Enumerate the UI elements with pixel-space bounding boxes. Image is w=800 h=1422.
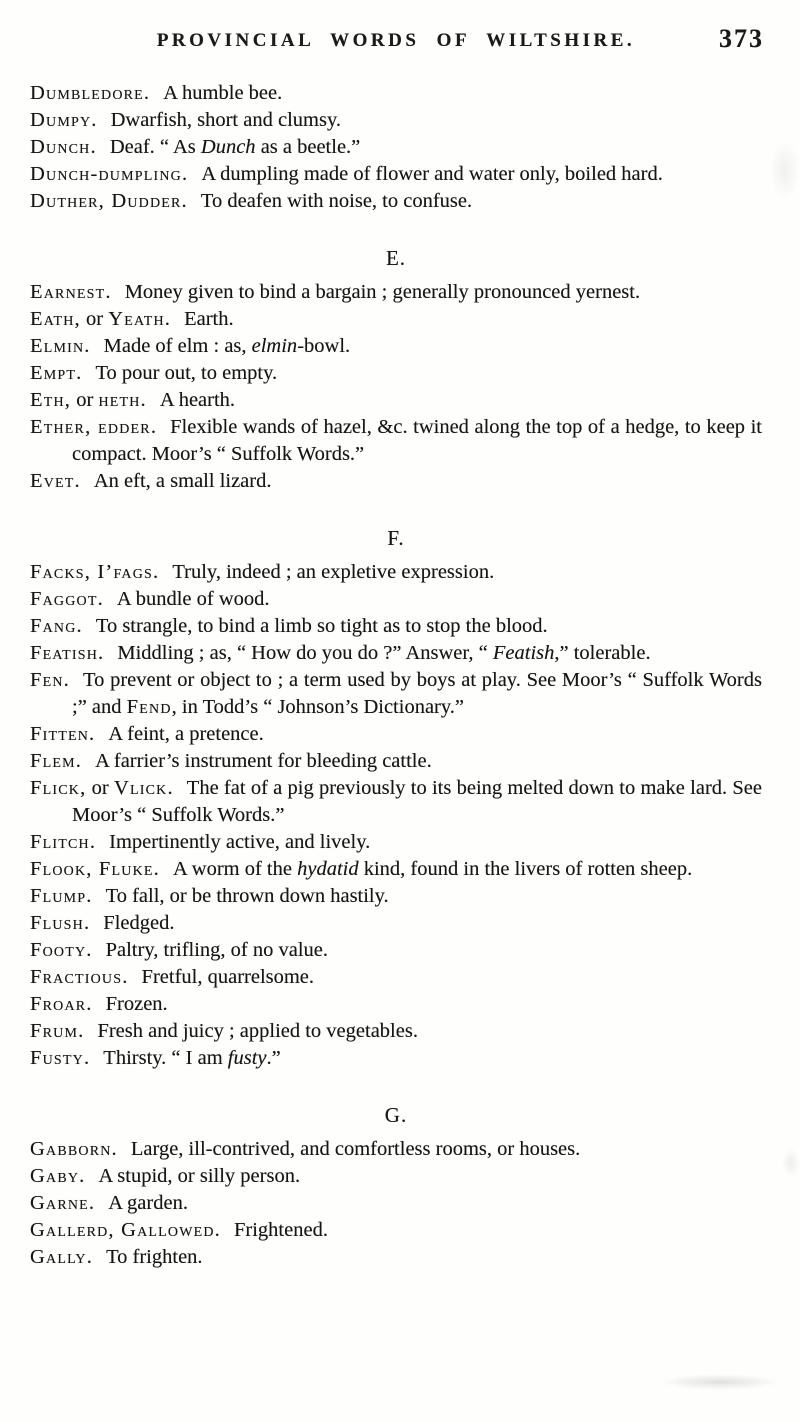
entry-term	[30, 939, 106, 961]
entry-definition	[104, 335, 351, 357]
dictionary-entry	[30, 1163, 762, 1190]
entry-term	[30, 82, 163, 104]
small-caps-text: Flem.	[30, 750, 83, 772]
entry-definition	[110, 136, 360, 158]
entry-term	[30, 190, 201, 212]
dictionary-entry	[30, 991, 762, 1018]
plain-text: or	[71, 389, 99, 411]
dictionary-entry	[30, 586, 762, 613]
dictionary-entry	[30, 559, 762, 586]
entry-term	[30, 858, 173, 880]
entry-definition	[95, 750, 432, 772]
entry-definition	[163, 82, 282, 104]
small-caps-text: Gabborn.	[30, 1138, 118, 1160]
plain-text: or	[86, 777, 114, 799]
entry-definition	[201, 190, 472, 212]
entry-term	[30, 561, 172, 583]
entry-definition	[106, 939, 328, 961]
plain-text: Large, ill-contrived, and comfortless rooms, or houses.	[130, 1138, 581, 1160]
dictionary-entry	[30, 1045, 762, 1072]
small-caps-text: Featish.	[30, 642, 105, 664]
italic-text: fusty	[227, 1047, 267, 1069]
plain-text: Made of elm : as,	[103, 335, 252, 357]
entry-definition	[99, 1165, 301, 1187]
entry-definition	[173, 858, 692, 880]
entry-definition	[97, 1020, 418, 1042]
entry-term	[30, 1192, 108, 1214]
plain-text: A hearth.	[159, 389, 236, 411]
plain-text: To prevent or object to ; a term used by boys at play. See Moor’s “ Suffolk Words ;” and	[72, 669, 762, 718]
small-caps-text: Ether, edder.	[30, 416, 158, 438]
dictionary-body	[30, 80, 762, 1271]
section-heading: F.	[387, 526, 405, 550]
small-caps-text: Elmin.	[30, 335, 91, 357]
plain-text: A feint, a pretence.	[108, 723, 264, 745]
entry-definition	[142, 966, 315, 988]
dictionary-entry	[30, 1190, 762, 1217]
small-caps-text: Fitten.	[30, 723, 96, 745]
entry-definition	[103, 912, 174, 934]
plain-text: ,” tolerable.	[554, 642, 651, 664]
small-caps-text: Gallerd, Gallowed.	[30, 1219, 221, 1241]
plain-text: To frighten.	[106, 1246, 203, 1268]
plain-text: Impertinently active, and lively.	[109, 831, 371, 853]
italic-text: hydatid	[297, 858, 359, 880]
plain-text: Fresh and juicy ; applied to vegetables.	[97, 1020, 418, 1042]
plain-text: Fretful, quarrelsome.	[141, 966, 315, 988]
entry-term	[30, 966, 142, 988]
entry-definition	[106, 885, 389, 907]
plain-text: or	[80, 308, 109, 330]
small-caps-text: Dumbledore.	[30, 82, 151, 104]
small-caps-text: Gaby.	[30, 1165, 86, 1187]
dictionary-entry	[30, 1244, 762, 1271]
entry-definition	[108, 723, 263, 745]
small-caps-text: Facks, I’fags.	[30, 561, 160, 583]
entry-term	[30, 615, 96, 637]
plain-text: To fall, or be thrown down hastily.	[105, 885, 389, 907]
plain-text: A humble bee.	[163, 82, 283, 104]
page-header	[30, 24, 762, 56]
plain-text: -bowl.	[297, 335, 351, 357]
section-heading: G.	[384, 1103, 408, 1127]
entry-term	[30, 1219, 234, 1241]
small-caps-text: Flook, Fluke.	[30, 858, 160, 880]
entry-term	[30, 912, 103, 934]
entry-term	[30, 109, 111, 131]
dictionary-entry	[30, 1136, 762, 1163]
small-caps-text: Flitch.	[30, 831, 97, 853]
plain-text: Paltry, trifling, of no value.	[105, 939, 329, 961]
dictionary-entry	[30, 910, 762, 937]
plain-text: An eft, a small lizard.	[93, 470, 272, 492]
small-caps-text: Fusty.	[30, 1047, 91, 1069]
entry-term	[30, 281, 125, 303]
entry-term	[30, 136, 110, 158]
entry-definition	[117, 642, 650, 664]
italic-text: elmin	[251, 335, 298, 357]
italic-text: Featish	[492, 642, 555, 664]
entry-term	[30, 163, 201, 185]
entry-term	[30, 1138, 131, 1160]
entry-term	[30, 335, 104, 357]
dictionary-entry	[30, 414, 762, 468]
entry-definition	[96, 615, 548, 637]
entry-term	[30, 1047, 103, 1069]
entry-term	[30, 416, 170, 438]
plain-text: To pour out, to empty.	[95, 362, 278, 384]
entry-term	[30, 308, 184, 330]
dictionary-entry	[30, 667, 762, 721]
entry-definition	[172, 561, 494, 583]
dictionary-entry	[30, 964, 762, 991]
small-caps-text: Fend	[126, 696, 172, 718]
italic-text: Dunch	[200, 136, 256, 158]
dictionary-entry	[30, 937, 762, 964]
dictionary-entry	[30, 856, 762, 883]
small-caps-text: Flush.	[30, 912, 91, 934]
dictionary-entry	[30, 161, 762, 188]
plain-text: A worm of the	[172, 858, 298, 880]
dictionary-entry	[30, 306, 762, 333]
dictionary-entry	[30, 721, 762, 748]
entry-term	[30, 389, 160, 411]
dictionary-entry	[30, 134, 762, 161]
plain-text: To deafen with noise, to confuse.	[200, 190, 473, 212]
entry-term	[30, 669, 83, 691]
entry-definition	[201, 163, 663, 185]
plain-text: Deaf. “ As	[109, 136, 201, 158]
small-caps-text: Eath,	[30, 308, 81, 330]
entry-term	[30, 831, 109, 853]
plain-text: Flexible wands of hazel, &c. twined along the top of a hedge, to keep it compact. Moor’s “ Suffolk Words.”	[72, 416, 762, 465]
plain-text: The fat of a pig previously to its being melted down to make lard. See Moor’s “ Suffolk Words.”	[72, 777, 763, 826]
entry-term	[30, 750, 95, 772]
plain-text: To strangle, to bind a limb so tight as to stop the blood.	[95, 615, 548, 637]
small-caps-text: Gally.	[30, 1246, 94, 1268]
entry-definition	[111, 109, 341, 131]
dictionary-entry	[30, 748, 762, 775]
dictionary-entry	[30, 188, 762, 215]
dictionary-entry	[30, 1018, 762, 1045]
entry-definition	[160, 389, 235, 411]
entry-definition	[117, 588, 270, 610]
plain-text: Fledged.	[103, 912, 175, 934]
dictionary-entry	[30, 883, 762, 910]
small-caps-text: Empt.	[30, 362, 83, 384]
entry-definition	[184, 308, 234, 330]
dictionary-entry	[30, 107, 762, 134]
plain-text: Money given to bind a bargain ; generally pronounced yernest.	[124, 281, 641, 303]
plain-text: Middling ; as, “ How do you do ?” Answer, “	[117, 642, 493, 664]
entry-definition	[95, 362, 277, 384]
dictionary-entry	[30, 613, 762, 640]
plain-text: Thirsty. “ I am	[103, 1047, 228, 1069]
small-caps-text: Footy.	[30, 939, 93, 961]
entry-term	[30, 1165, 99, 1187]
entry-definition	[234, 1219, 328, 1241]
small-caps-text: Fang.	[30, 615, 83, 637]
small-caps-text: Fractious.	[30, 966, 129, 988]
small-caps-text: Dunch.	[30, 136, 97, 158]
entry-term	[30, 723, 108, 745]
scan-smudge	[660, 1374, 780, 1390]
entry-definition	[94, 470, 272, 492]
dictionary-entry	[30, 80, 762, 107]
small-caps-text: Dumpy.	[30, 109, 98, 131]
entry-definition	[106, 1246, 202, 1268]
entry-definition	[106, 993, 168, 1015]
dictionary-entry	[30, 468, 762, 495]
small-caps-text: Duther, Dudder.	[30, 190, 188, 212]
plain-text: A farrier’s instrument for bleeding cattle.	[95, 750, 432, 772]
plain-text: A garden.	[108, 1192, 188, 1214]
plain-text: kind, found in the livers of rotten sheep.	[358, 858, 693, 880]
dictionary-entry	[30, 279, 762, 306]
entry-definition	[131, 1138, 580, 1160]
entry-definition	[72, 416, 762, 465]
entry-term	[30, 588, 117, 610]
entry-term	[30, 642, 117, 664]
plain-text: A stupid, or silly person.	[98, 1165, 301, 1187]
entry-definition	[72, 669, 762, 718]
plain-text: Dwarfish, short and clumsy.	[110, 109, 341, 131]
small-caps-text: Earnest.	[30, 281, 112, 303]
plain-text: A dumpling made of flower and water only, boiled hard.	[201, 163, 663, 185]
plain-text: A bundle of wood.	[116, 588, 270, 610]
plain-text: Earth.	[184, 308, 234, 330]
running-title: PROVINCIAL WORDS OF WILTSHIRE.	[156, 30, 636, 51]
plain-text: .”	[266, 1047, 281, 1069]
dictionary-entry	[30, 333, 762, 360]
small-caps-text: Fen.	[30, 669, 70, 691]
small-caps-text: heth.	[98, 389, 147, 411]
entry-definition	[125, 281, 640, 303]
small-caps-text: Evet.	[30, 470, 81, 492]
small-caps-text: Yeath.	[108, 308, 172, 330]
entry-term	[30, 993, 106, 1015]
plain-text: Frozen.	[105, 993, 168, 1015]
dictionary-entry	[30, 775, 762, 829]
small-caps-text: Flick,	[30, 777, 87, 799]
page-number: 373	[719, 24, 764, 53]
entry-definition	[103, 1047, 280, 1069]
dictionary-entry	[30, 387, 762, 414]
dictionary-entry	[30, 640, 762, 667]
small-caps-text: Flump.	[30, 885, 93, 907]
dictionary-entry	[30, 360, 762, 387]
small-caps-text: Frum.	[30, 1020, 85, 1042]
entry-definition	[109, 831, 370, 853]
entry-term	[30, 470, 94, 492]
entry-term	[30, 362, 95, 384]
dictionary-entry	[30, 1217, 762, 1244]
dictionary-entry	[30, 829, 762, 856]
plain-text: , in Todd’s “ Johnson’s Dictionary.”	[171, 696, 465, 718]
entry-term	[30, 885, 106, 907]
small-caps-text: Garne.	[30, 1192, 96, 1214]
entry-term	[30, 1246, 106, 1268]
small-caps-text: Eth,	[30, 389, 72, 411]
small-caps-text: Froar.	[30, 993, 93, 1015]
entry-term	[30, 1020, 97, 1042]
plain-text: Frightened.	[234, 1219, 328, 1241]
section-heading: E.	[385, 246, 407, 270]
plain-text: as a beetle.”	[255, 136, 361, 158]
entry-definition	[108, 1192, 188, 1214]
small-caps-text: Vlick.	[114, 777, 174, 799]
small-caps-text: Dunch-dumpling.	[30, 163, 189, 185]
plain-text: Truly, indeed ; an expletive expression.	[172, 561, 495, 583]
entry-term	[30, 777, 187, 799]
small-caps-text: Faggot.	[30, 588, 104, 610]
